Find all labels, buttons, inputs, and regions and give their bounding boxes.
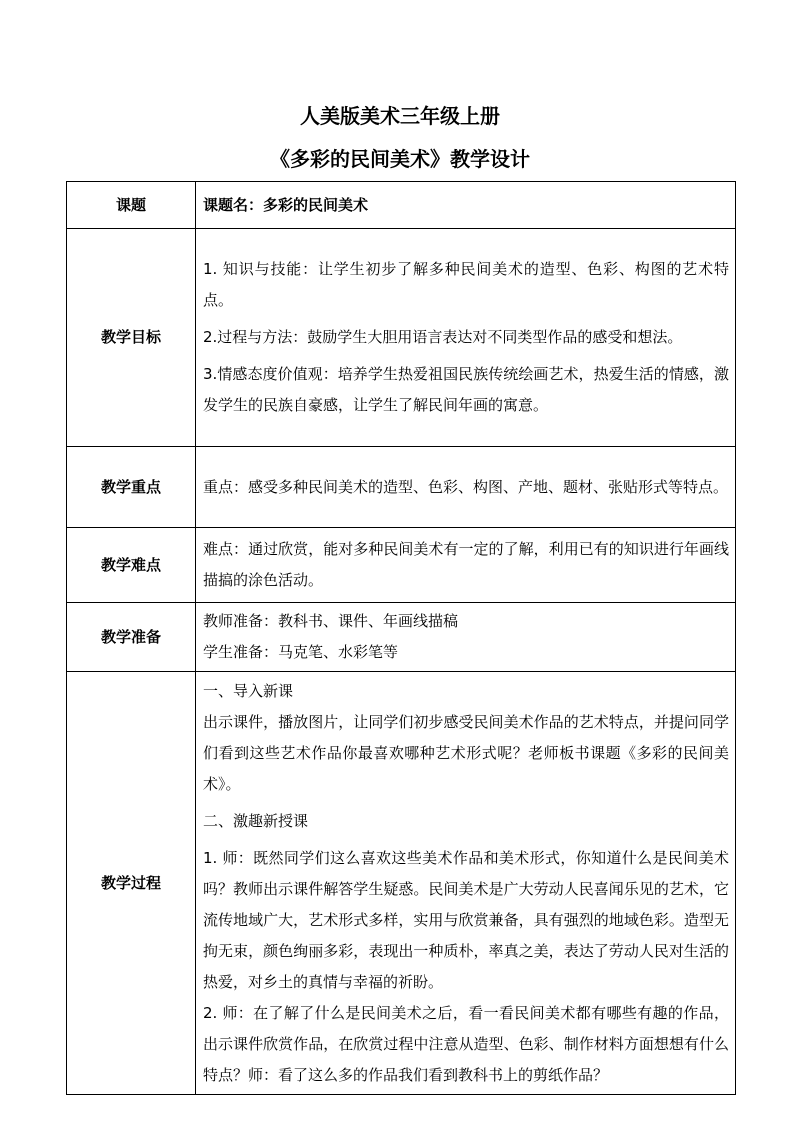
goal-knowledge: 1. 知识与技能：让学生初步了解多种民间美术的造型、色彩、构图的艺术特点。 (203, 260, 729, 309)
difficult-points-content: 难点：通过欣赏，能对多种民间美术有一定的了解，利用已有的知识进行年画线描搞的涂色活动。 (196, 528, 736, 603)
goal-process: 2.过程与方法：鼓励学生大胆用语言表达对不同类型作品的感受和想法。 (203, 328, 683, 346)
teacher-preparation: 教师准备：教科书、课件、年画线描稿 (203, 612, 459, 630)
preparation-label: 教学准备 (67, 603, 196, 672)
process-intro-text: 出示课件，播放图片，让同学们初步感受民间美术作品的艺术特点，并提问同学们看到这些艺术作品你最喜欢哪种艺术形式呢？老师板书课题《多彩的民间美术》。 (203, 713, 729, 793)
table-row-process (67, 672, 736, 1095)
table-row-goals (67, 229, 736, 447)
key-points-label: 教学重点 (67, 447, 196, 528)
topic-label: 课题 (67, 182, 196, 229)
document-title: 人美版美术三年级上册 (300, 104, 500, 128)
topic-content: 课题名：多彩的民间美术 (196, 182, 736, 229)
goal-attitude: 3.情感态度价值观：培养学生热爱祖国民族传统绘画艺术，热爱生活的情感，激发学生的民族自豪感，让学生了解民间年画的寓意。 (203, 365, 729, 414)
process-step-2: 2. 师：在了解了什么是民间美术之后，看一看民间美术都有哪些有趣的作品，出示课件欣赏作品，在欣赏过程中注意从造型、色彩、制作材料方面想想有什么特点？师：看了这么多的作品我们看到教科书上的剪纸作品？ (203, 1004, 729, 1084)
process-content (196, 672, 736, 1095)
difficult-points-label: 教学难点 (67, 528, 196, 603)
goals-label: 教学目标 (67, 229, 196, 447)
table-row-difficult-points (67, 528, 736, 603)
preparation-content (196, 603, 736, 672)
document-subtitle: 《多彩的民间美术》教学设计 (270, 147, 530, 171)
process-step-1: 1. 师：既然同学们这么喜欢这些美术作品和美术形式，你知道什么是民间美术吗？教师出示课件解答学生疑惑。民间美术是广大劳动人民喜闻乐见的艺术，它流传地域广大，艺术形式多样，实用与欣赏兼备，具有强烈的地域色彩。造型无拘无束，颜色绚丽多彩，表现出一种质朴，率真之美，表达了劳动人民对生活的热爱，对乡土的真情与幸福的祈盼。 (203, 849, 729, 991)
table-row-preparation (67, 603, 736, 672)
goals-content (196, 229, 736, 447)
table-row-topic (67, 182, 736, 229)
table-row-key-points (67, 447, 736, 528)
process-label: 教学过程 (67, 672, 196, 1095)
process-heading-intro: 一、导入新课 (203, 682, 294, 700)
process-heading-new-lesson: 二、激趣新授课 (203, 812, 309, 830)
lesson-plan-table (66, 181, 736, 1095)
student-preparation: 学生准备：马克笔、水彩笔等 (203, 643, 399, 661)
key-points-content: 重点：感受多种民间美术的造型、色彩、构图、产地、题材、张贴形式等特点。 (196, 447, 736, 528)
